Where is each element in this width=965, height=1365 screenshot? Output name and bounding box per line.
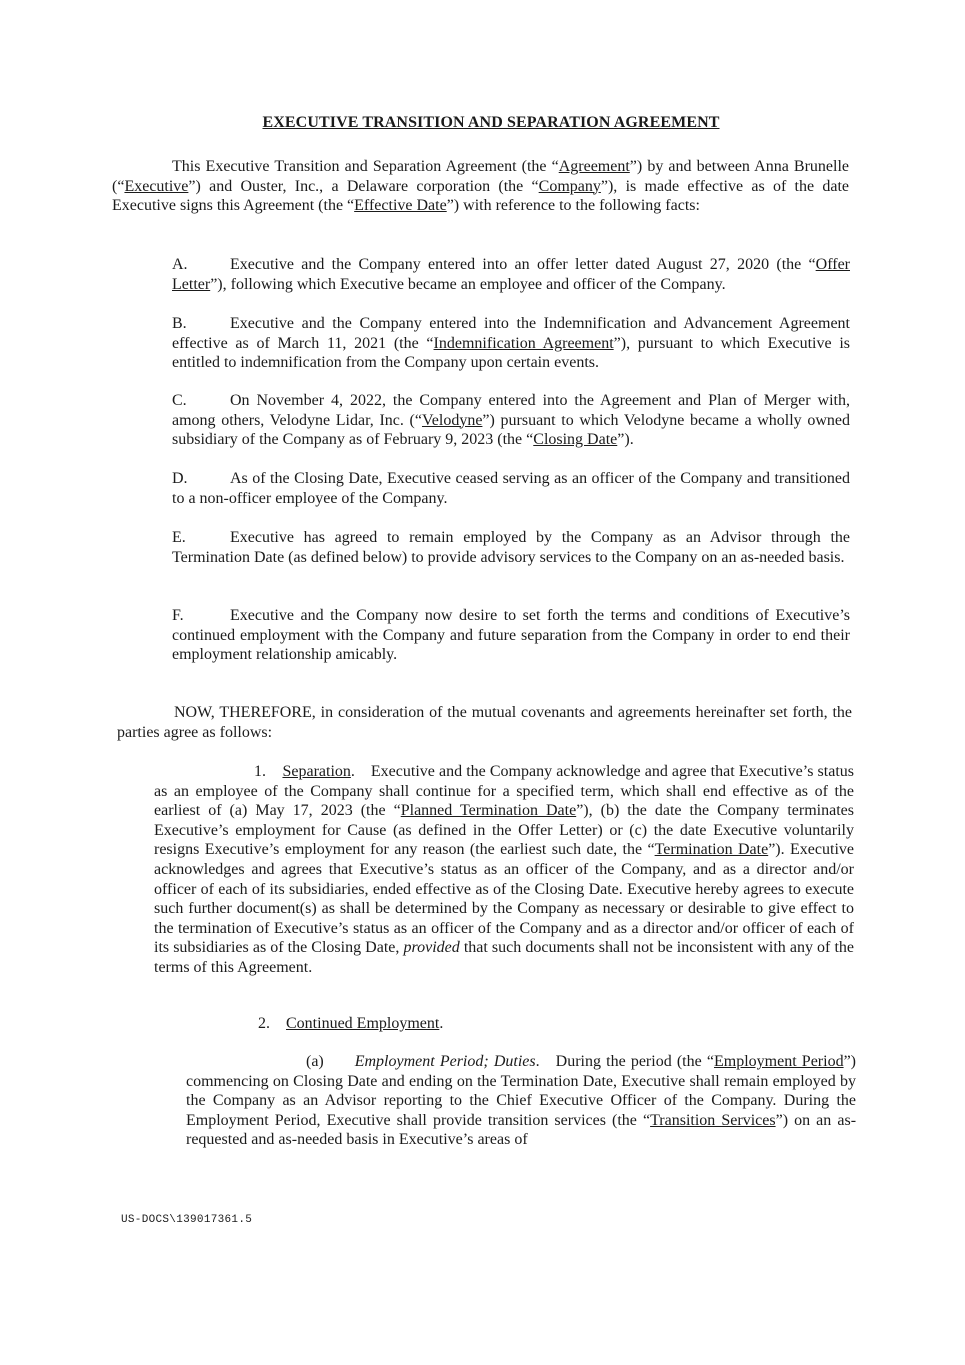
fact-a: A. Executive and the Company entered into an offer letter dated August 27, 2020 (the “Offer Letter”), following which Executive became an employee and officer of the Company.: [172, 256, 850, 293]
fact-label: C.: [172, 392, 187, 409]
fact-label: E.: [172, 529, 186, 546]
section-1-separation: 1. Separation. Executive and the Company acknowledge and agree that Executive’s status as an employee of the Company shall continue for a specified term, which shall end effective as of the earliest of (a) May 17, 2023 (the “Planned Termination Date”), (b) the date the Company terminates Executive’s employment for Cause (as defined in the Offer Letter) or (c) the date Executive voluntarily resigns Executive’s employment for any reason (the earliest such date, the “Termination Date”). Executive acknowledges and agrees that Executive’s status as an officer of the Company, and as a director and/or officer of each of its subsidiaries, ended effective as of the Closing Date. Executive hereby agrees to execute such further document(s) as shall be determined by the Company as necessary or desirable to give effect to the termination of Executive’s status as an officer of the Company and as a director and/or officer of each of its subsidiaries as of the Closing Date, provided that such documents shall not be inconsistent with any of the terms of this Agreement.: [154, 763, 855, 976]
fact-e: E. Executive has agreed to remain employed by the Company as an Advisor through the Termination Date (as defined below) to provide advisory services to the Company on an as-needed basis.: [172, 529, 850, 566]
defined-term-executive: Executive: [124, 177, 189, 195]
fact-b: B. Executive and the Company entered into the Indemnification and Advancement Agreement effective as of March 11, 2021 (the “Indemnification Agreement”), pursuant to which Executive is entitled to indemnification from the Company upon certain events.: [172, 315, 850, 372]
defined-term-planned-termination-date: Planned Termination Date: [400, 802, 577, 820]
fact-label: D.: [172, 470, 188, 487]
defined-term-velodyne: Velodyne: [421, 411, 483, 429]
fact-label: F.: [172, 607, 184, 624]
section-heading: Separation: [282, 763, 351, 780]
defined-term-effective-date: Effective Date: [354, 197, 447, 215]
emphasis-provided: provided: [403, 939, 460, 957]
intro-paragraph: This Executive Transition and Separation Agreement (the “Agreement”) by and between Anna Brunelle (“Executive”) and Ouster, Inc., a Delaware corporation (the “Company”), is made effective as of the date Executive signs this Agreement (the “Effective Date”) with reference to the following facts:: [112, 158, 850, 215]
defined-term-transition-services: Transition Services: [650, 1111, 776, 1129]
fact-label: A.: [172, 256, 188, 273]
section-2a-employment-period: (a) Employment Period; Duties. During the period (the “Employment Period”) commencing on Closing Date and ending on the Termination Date, Executive shall remain employed by the Company as an Advisor reporting to the Chief Executive Officer of the Company. During the Employment Period, Executive shall provide transition services (the “Transition Services”) on an as-requested and as-needed basis in Executive’s areas of: [186, 1053, 857, 1149]
defined-term-offer-letter: Offer Letter: [172, 256, 850, 293]
fact-label: B.: [172, 315, 187, 332]
section-2-heading: 2. Continued Employment.: [258, 1015, 444, 1032]
fact-c: C. On November 4, 2022, the Company entered into the Agreement and Plan of Merger with, among others, Velodyne Lidar, Inc. (“Velodyne”) pursuant to which Velodyne became a wholly owned subsidiary of the Company as of February 9, 2023 (the “Closing Date”).: [172, 392, 851, 449]
fact-f: F. Executive and the Company now desire to set forth the terms and conditions of Executive’s continued employment with the Company and future separation from the Company in order to end their employment relationship amicably.: [172, 607, 850, 664]
section-number: 1.: [254, 763, 266, 780]
section-heading: Continued Employment: [286, 1015, 440, 1032]
document-id-footer: US-DOCS\139017361.5: [121, 1214, 253, 1226]
defined-term-closing-date: Closing Date: [533, 431, 618, 449]
document-title: EXECUTIVE TRANSITION AND SEPARATION AGREEMENT: [262, 114, 720, 131]
now-therefore-paragraph: NOW, THEREFORE, in consideration of the mutual covenants and agreements hereinafter set forth, the parties agree as follows:: [117, 704, 852, 741]
subsection-label: (a): [306, 1053, 324, 1070]
fact-d: D. As of the Closing Date, Executive ceased serving as an officer of the Company and transitioned to a non-officer employee of the Company.: [172, 470, 850, 507]
defined-term-termination-date: Termination Date: [654, 841, 769, 859]
subsection-heading: Employment Period; Duties: [354, 1053, 536, 1070]
defined-term-employment-period: Employment Period: [713, 1053, 844, 1070]
section-number: 2.: [258, 1015, 270, 1032]
defined-term-indemnification-agreement: Indemnification Agreement: [433, 334, 614, 352]
defined-term-company: Company: [538, 177, 601, 195]
defined-term-agreement: Agreement: [558, 158, 630, 175]
